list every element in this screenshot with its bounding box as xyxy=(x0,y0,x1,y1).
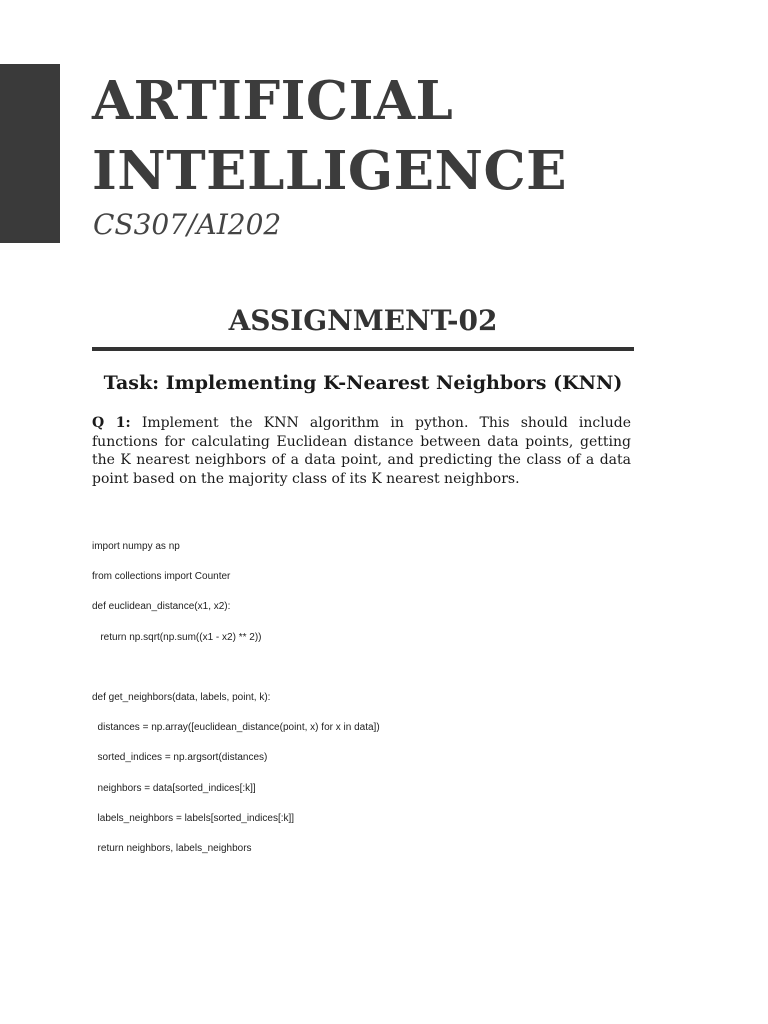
heading-divider xyxy=(92,347,634,351)
question-text: Implement the KNN algorithm in python. This should include functions for calculating Euclidean distance between data points, getting the K nearest neighbors of a data point, and predicting the class of a data point based on the majority class of its K nearest neighbors. xyxy=(92,415,632,487)
assignment-title: ASSIGNMENT-02 xyxy=(228,304,498,337)
code-line: sorted_indices = np.argsort(distances) xyxy=(92,752,268,764)
title-line-1: ARTIFICIAL xyxy=(92,70,454,132)
code-line: return np.sqrt(np.sum((x1 - x2) ** 2)) xyxy=(92,631,262,643)
code-line xyxy=(92,660,652,690)
code-line: neighbors = data[sorted_indices[:k]] xyxy=(92,782,256,794)
question-paragraph xyxy=(92,414,631,488)
document-title xyxy=(92,66,567,206)
course-code: CS307/AI202 xyxy=(93,208,282,241)
code-line: labels_neighbors = labels[sorted_indices[:k]] xyxy=(92,812,295,824)
code-line: def get_neighbors(data, labels, point, k): xyxy=(92,691,271,703)
code-line: def euclidean_distance(x1, x2): xyxy=(92,601,231,613)
code-line: from collections import Counter xyxy=(92,571,231,583)
code-block xyxy=(92,539,652,871)
task-heading: Task: Implementing K-Nearest Neighbors (KNN) xyxy=(103,372,623,394)
code-line: import numpy as np xyxy=(92,541,180,552)
code-line: return neighbors, labels_neighbors xyxy=(92,842,252,854)
question-label: Q 1: xyxy=(92,415,131,431)
side-accent-bar xyxy=(0,64,60,243)
code-line: distances = np.array([euclidean_distance(point, x) for x in data]) xyxy=(92,722,380,734)
title-line-2: INTELLIGENCE xyxy=(92,140,568,202)
